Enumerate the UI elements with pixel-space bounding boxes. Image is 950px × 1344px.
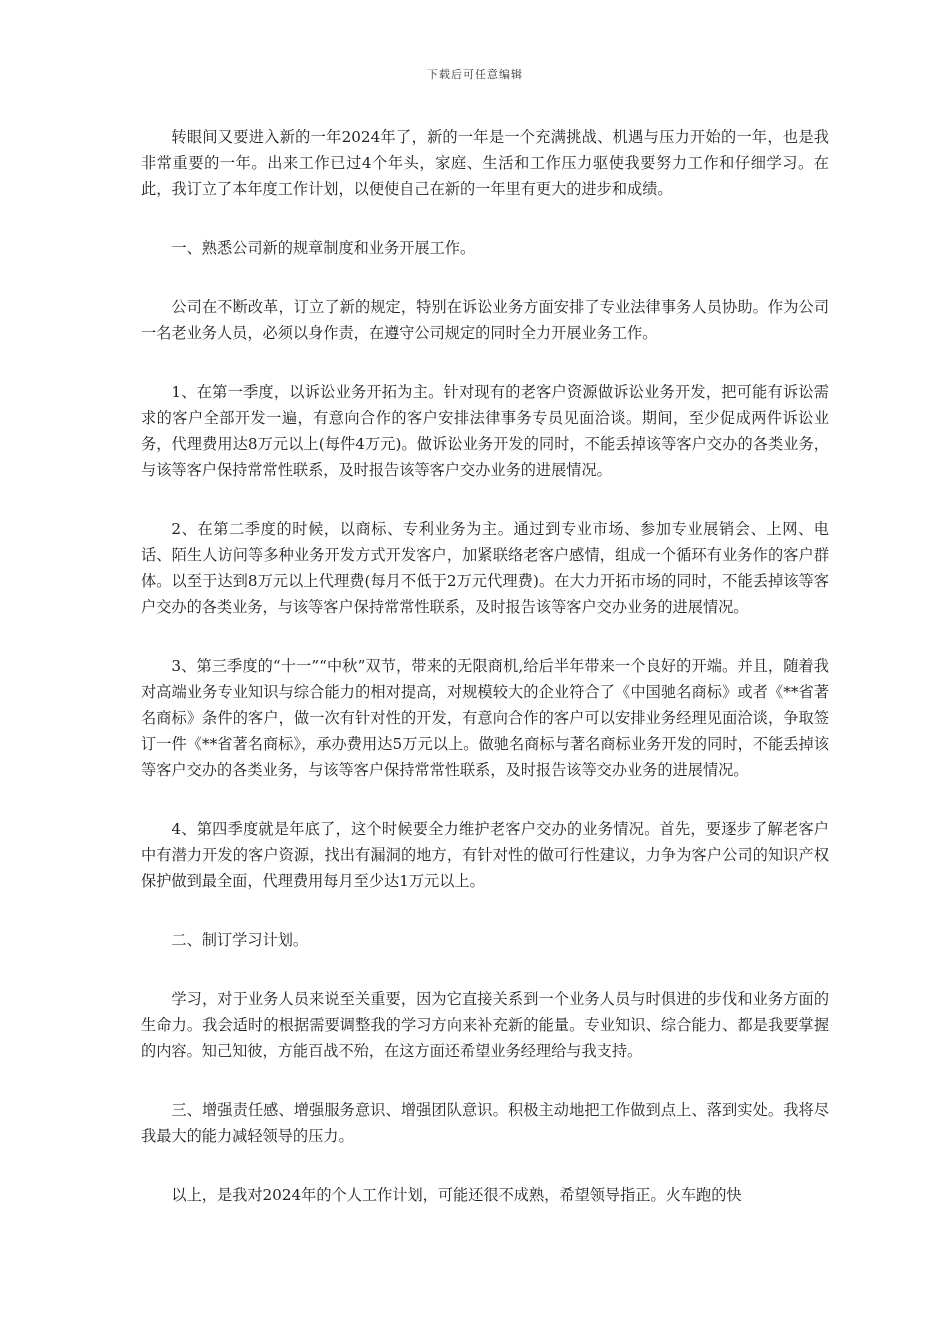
paragraph: 公司在不断改革，订立了新的规定，特别在诉讼业务方面安排了专业法律事务人员协助。作为公司一名老业务人员，必须以身作责，在遵守公司规定的同时全力开展业务工作。 [141, 298, 829, 342]
section-heading-2: 二、制订学习计划。 [171, 931, 309, 949]
paragraph-closing: 以上，是我对2024年的个人工作计划，可能还很不成熟，希望领导指正。火车跑的快 [171, 1186, 742, 1204]
list-item-q4: 4、第四季度就是年底了，这个时候要全力维护老客户交办的业务情况。首先，要逐步了解老客户中有潜力开发的客户资源，找出有漏洞的地方，有针对性的做可行性建议，力争为客户公司的知识产权保护做到最全面，代理费用每月至少达1万元以上。 [141, 820, 829, 890]
list-item-q1: 1、在第一季度，以诉讼业务开拓为主。针对现有的老客户资源做诉讼业务开发，把可能有诉讼需求的客户全部开发一遍，有意向合作的客户安排法律事务专员见面洽谈。期间，至少促成两件诉讼业务，代理费用达8万元以上(每件4万元)。做诉讼业务开发的同时，不能丢掉该等客户交办的各类业务，与该等客户保持常常性联系，及时报告该等客户交办业务的进展情况。 [141, 383, 829, 479]
paragraph: 学习，对于业务人员来说至关重要，因为它直接关系到一个业务人员与时俱进的步伐和业务方面的生命力。我会适时的根据需要调整我的学习方向来补充新的能量。专业知识、综合能力、都是我要掌握的内容。知己知彼，方能百战不殆，在这方面还希望业务经理给与我支持。 [141, 990, 829, 1060]
section-heading-3: 三、增强责任感、增强服务意识、增强团队意识。积极主动地把工作做到点上、落到实处。我将尽我最大的能力减轻领导的压力。 [141, 1101, 829, 1145]
list-item-q3: 3、第三季度的“十一”“中秋”双节，带来的无限商机,给后半年带来一个良好的开端。并且，随着我对高端业务专业知识与综合能力的相对提高，对规模较大的企业符合了《中国驰名商标》或者《**省著名商标》条件的客户，做一次有针对性的开发，有意向合作的客户可以安排业务经理见面洽谈，争取签订一件《**省著名商标》，承办费用达5万元以上。做驰名商标与著名商标业务开发的同时，不能丢掉该等客户交办的各类业务，与该等客户保持常常性联系，及时报告该等交办业务的进展情况。 [141, 657, 829, 779]
page-header: 下载后可任意编辑 [427, 68, 523, 81]
document-body [141, 124, 829, 1208]
paragraph-intro: 转眼间又要进入新的一年2024年了，新的一年是一个充满挑战、机遇与压力开始的一年，也是我非常重要的一年。出来工作已过4个年头，家庭、生活和工作压力驱使我要努力工作和仔细学习。在此，我订立了本年度工作计划，以便使自己在新的一年里有更大的进步和成绩。 [141, 128, 829, 198]
section-heading-1: 一、熟悉公司新的规章制度和业务开展工作。 [171, 239, 476, 257]
list-item-q2: 2、在第二季度的时候，以商标、专利业务为主。通过到专业市场、参加专业展销会、上网、电话、陌生人访问等多种业务开发方式开发客户，加紧联络老客户感情，组成一个循环有业务作的客户群体。以至于达到8万元以上代理费(每月不低于2万元代理费)。在大力开拓市场的同时，不能丢掉该等客户交办的各类业务，与该等客户保持常常性联系，及时报告该等客户交办业务的进展情况。 [141, 520, 829, 616]
